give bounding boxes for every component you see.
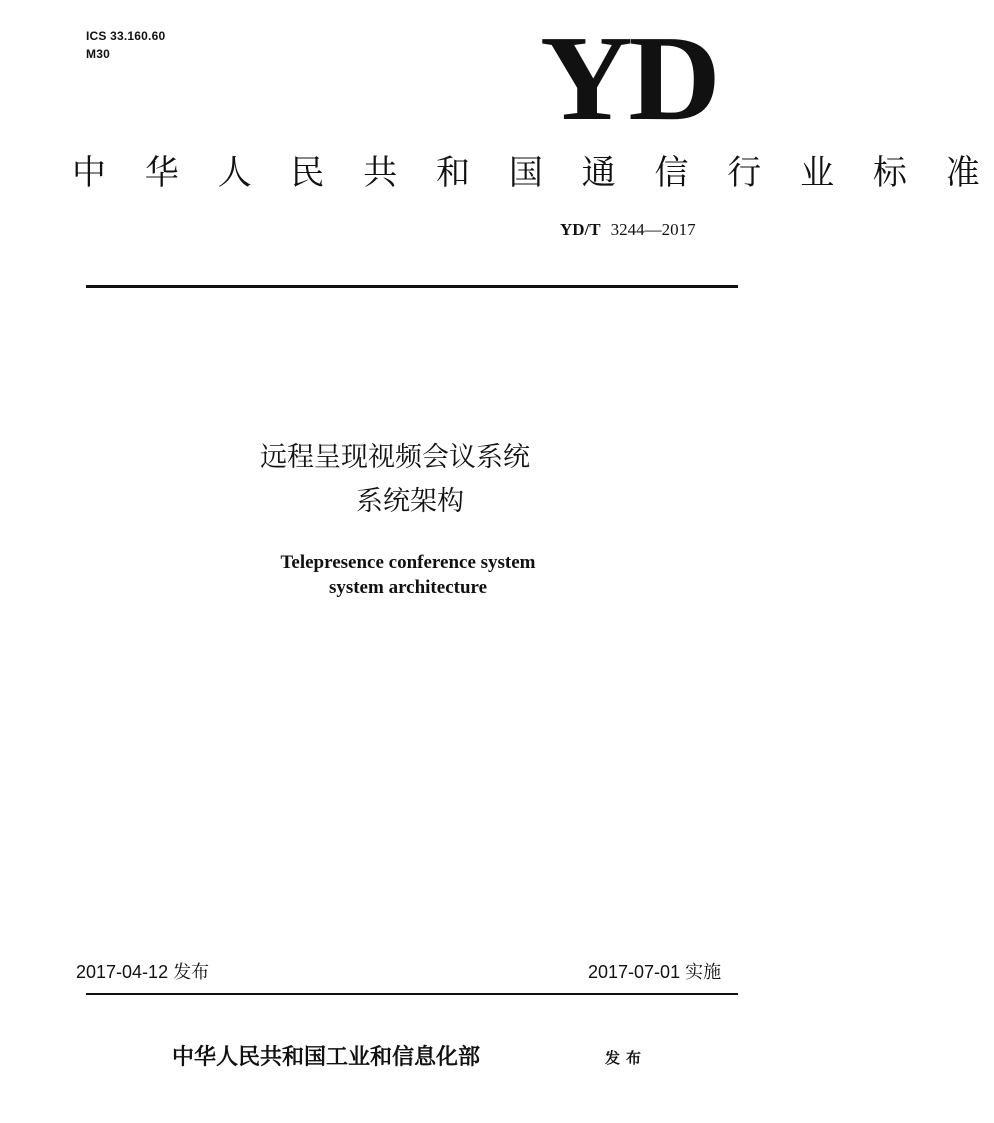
- publisher-name: 中华人民共和国工业和信息化部: [172, 1045, 481, 1070]
- ics-code: ICS 33.160.60: [86, 29, 166, 43]
- implement-date: 2017-07-01 实施: [588, 962, 722, 982]
- yd-logo: YD: [540, 11, 717, 146]
- publish-label: 发布: [605, 1049, 648, 1067]
- ccs-code: M30: [86, 47, 110, 61]
- title-en-line1: Telepresence conference system: [280, 552, 536, 573]
- bottom-divider: [86, 993, 738, 995]
- title-en-line2: system architecture: [328, 577, 488, 598]
- standard-code-prefix: YD/T: [560, 220, 601, 239]
- standard-code: [560, 219, 696, 241]
- top-divider: [86, 285, 738, 288]
- standard-name: 中 华 人 民 共 和 国 通 信 行 业 标 准: [72, 153, 994, 193]
- title-cn-line1: 远程呈现视频会议系统: [260, 442, 530, 473]
- issue-date: 2017-04-12 发布: [76, 962, 210, 982]
- title-cn-line2: 系统架构: [356, 486, 464, 517]
- classification-block: [86, 27, 165, 63]
- standard-code-number: 3244—2017: [610, 220, 696, 239]
